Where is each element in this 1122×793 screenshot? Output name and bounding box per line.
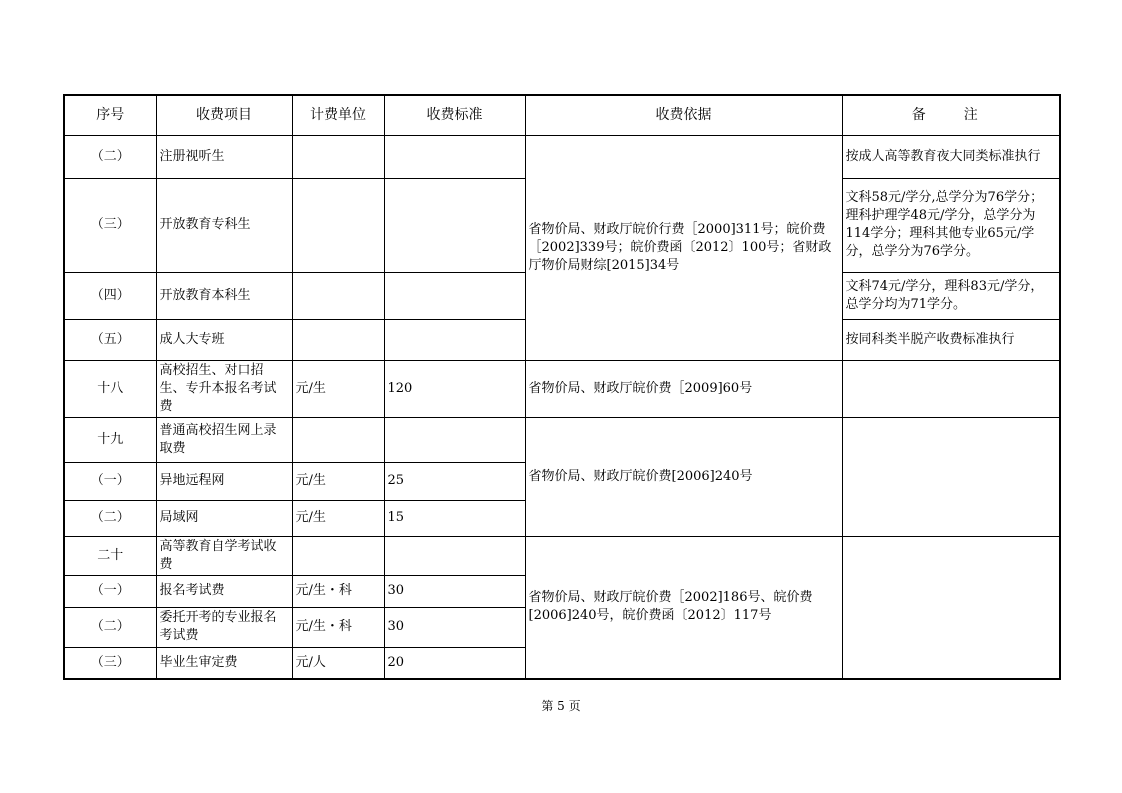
cell-standard: 20 [384, 647, 525, 679]
cell-standard [384, 135, 525, 178]
cell-standard [384, 417, 525, 462]
cell-no: （一） [64, 575, 156, 607]
cell-item: 成人大专班 [156, 319, 292, 360]
table-row [64, 360, 1060, 417]
cell-unit [292, 536, 384, 575]
cell-standard [384, 536, 525, 575]
cell-standard [384, 272, 525, 319]
cell-no: （三） [64, 178, 156, 272]
cell-item: 高等教育自学考试收费 [156, 536, 292, 575]
cell-no: （三） [64, 647, 156, 679]
cell-unit [292, 417, 384, 462]
table-row [64, 536, 1060, 575]
table-row [64, 417, 1060, 462]
cell-unit: 元/生 [292, 462, 384, 500]
cell-item: 毕业生审定费 [156, 647, 292, 679]
header-item: 收费项目 [156, 95, 292, 135]
page-number: 第 5 页 [541, 699, 581, 713]
cell-unit: 元/生・科 [292, 575, 384, 607]
header-basis: 收费依据 [525, 95, 842, 135]
cell-basis: 省物价局、财政厅皖价费[2006]240号 [525, 417, 842, 536]
cell-item: 异地远程网 [156, 462, 292, 500]
cell-item: 委托开考的专业报名考试费 [156, 607, 292, 647]
cell-no: （二） [64, 135, 156, 178]
cell-standard [384, 178, 525, 272]
cell-item: 注册视听生 [156, 135, 292, 178]
cell-no: （一） [64, 462, 156, 500]
cell-standard: 25 [384, 462, 525, 500]
cell-no: （二） [64, 500, 156, 536]
cell-standard: 120 [384, 360, 525, 417]
cell-no: （四） [64, 272, 156, 319]
cell-remark [842, 417, 1060, 536]
cell-unit: 元/生 [292, 500, 384, 536]
cell-remark [842, 360, 1060, 417]
cell-item: 高校招生、对口招生、专升本报名考试费 [156, 360, 292, 417]
cell-basis: 省物价局、财政厅皖价费［2009]60号 [525, 360, 842, 417]
cell-standard: 30 [384, 607, 525, 647]
cell-no: （五） [64, 319, 156, 360]
cell-unit [292, 178, 384, 272]
cell-standard [384, 319, 525, 360]
cell-unit [292, 135, 384, 178]
cell-no: （二） [64, 607, 156, 647]
cell-remark: 按成人高等教育夜大同类标准执行 [842, 135, 1060, 178]
header-unit: 计费单位 [292, 95, 384, 135]
cell-basis: 省物价局、财政厅皖价费［2002]186号、皖价费[2006]240号，皖价费函〔2012〕117号 [525, 536, 842, 679]
table-row [64, 135, 1060, 178]
cell-remark: 文科58元/学分,总学分为76学分；理科护理学48元/学分，总学分为114学分；理科其他专业65元/学分，总学分为76学分。 [842, 178, 1060, 272]
cell-no: 十八 [64, 360, 156, 417]
fee-table [63, 94, 1061, 680]
cell-no: 二十 [64, 536, 156, 575]
cell-basis: 省物价局、财政厅皖价行费［2000]311号；皖价费［2002]339号；皖价费函〔2012〕100号；省财政厅物价局财综[2015]34号 [525, 135, 842, 360]
cell-no: 十九 [64, 417, 156, 462]
cell-unit: 元/人 [292, 647, 384, 679]
cell-unit: 元/生・科 [292, 607, 384, 647]
cell-unit [292, 319, 384, 360]
cell-item: 开放教育专科生 [156, 178, 292, 272]
cell-standard: 30 [384, 575, 525, 607]
cell-remark: 按同科类半脱产收费标准执行 [842, 319, 1060, 360]
cell-item: 局域网 [156, 500, 292, 536]
cell-item: 开放教育本科生 [156, 272, 292, 319]
cell-item: 报名考试费 [156, 575, 292, 607]
header-standard: 收费标准 [384, 95, 525, 135]
cell-unit [292, 272, 384, 319]
header-no: 序号 [64, 95, 156, 135]
cell-unit: 元/生 [292, 360, 384, 417]
cell-standard: 15 [384, 500, 525, 536]
header-row [64, 95, 1060, 135]
cell-remark: 文科74元/学分，理科83元/学分，总学分均为71学分。 [842, 272, 1060, 319]
cell-remark [842, 536, 1060, 679]
header-remark: 备 注 [842, 95, 1060, 135]
cell-item: 普通高校招生网上录取费 [156, 417, 292, 462]
